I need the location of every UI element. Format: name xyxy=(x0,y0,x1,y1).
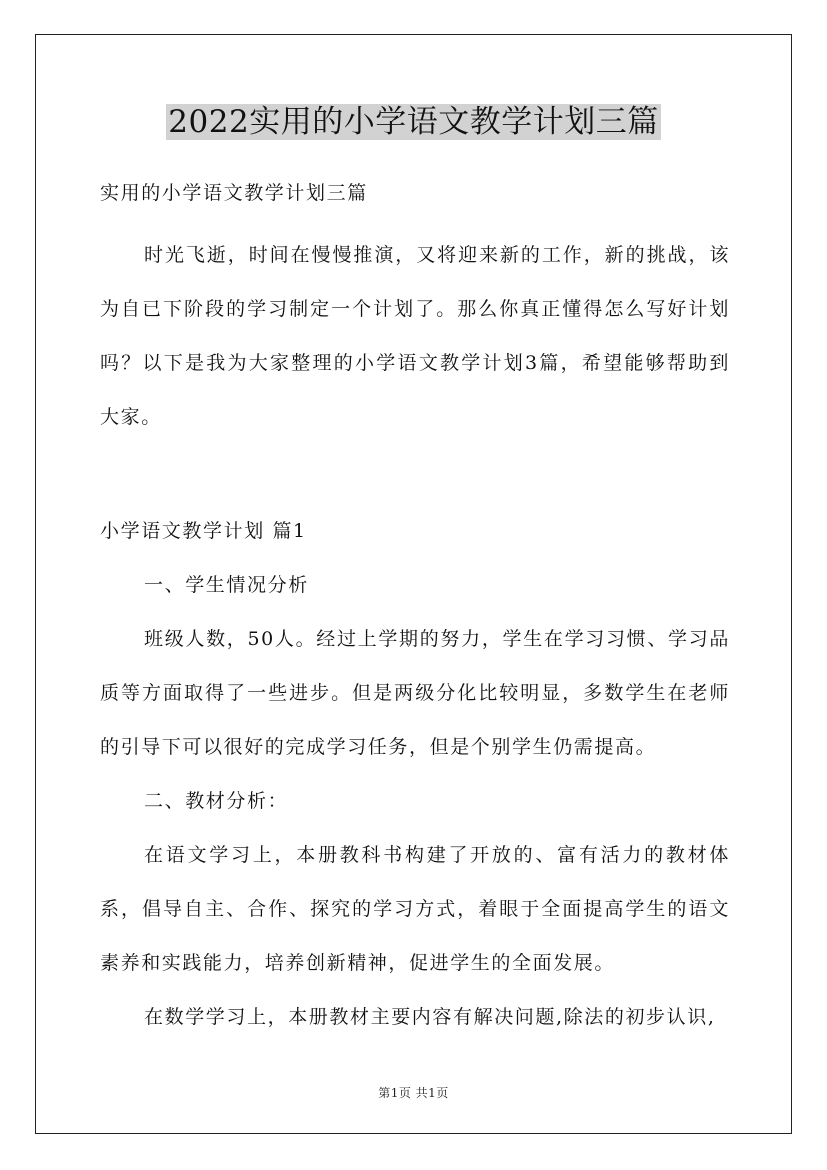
heading-student-analysis: 一、学生情况分析 xyxy=(144,574,309,596)
document-body xyxy=(100,174,730,1036)
document-subtitle: 实用的小学语文教学计划三篇 xyxy=(100,182,368,204)
document-title xyxy=(0,100,827,144)
intro-paragraph: 时光飞逝，时间在慢慢推演，又将迎来新的工作，新的挑战，该为自已下阶段的学习制定一个计划了。那么你真正懂得怎么写好计划吗？以下是我为大家整理的小学语文教学计划3篇，希望能够帮助到大家。 xyxy=(100,244,730,428)
paragraph-chinese-study: 在语文学习上，本册教科书构建了开放的、富有活力的教材体系，倡导自主、合作、探究的学习方式，着眼于全面提高学生的语文素养和实践能力，培养创新精神，促进学生的全面发展。 xyxy=(100,844,730,974)
page-number: 第1页 共1页 xyxy=(378,1086,449,1100)
paragraph-math-study: 在数学学习上，本册教材主要内容有解决问题,除法的初步认识, xyxy=(144,1006,716,1028)
heading-textbook-analysis: 二、教材分析： xyxy=(144,790,289,812)
section-heading: 小学语文教学计划 篇1 xyxy=(100,520,307,542)
document-title-text: 2022实用的小学语文教学计划三篇 xyxy=(168,104,659,140)
paragraph-student-analysis: 班级人数，50人。经过上学期的努力，学生在学习习惯、学习品质等方面取得了一些进步。但是两级分化比较明显，多数学生在老师的引导下可以很好的完成学习任务，但是个别学生仍需提高。 xyxy=(100,628,730,758)
